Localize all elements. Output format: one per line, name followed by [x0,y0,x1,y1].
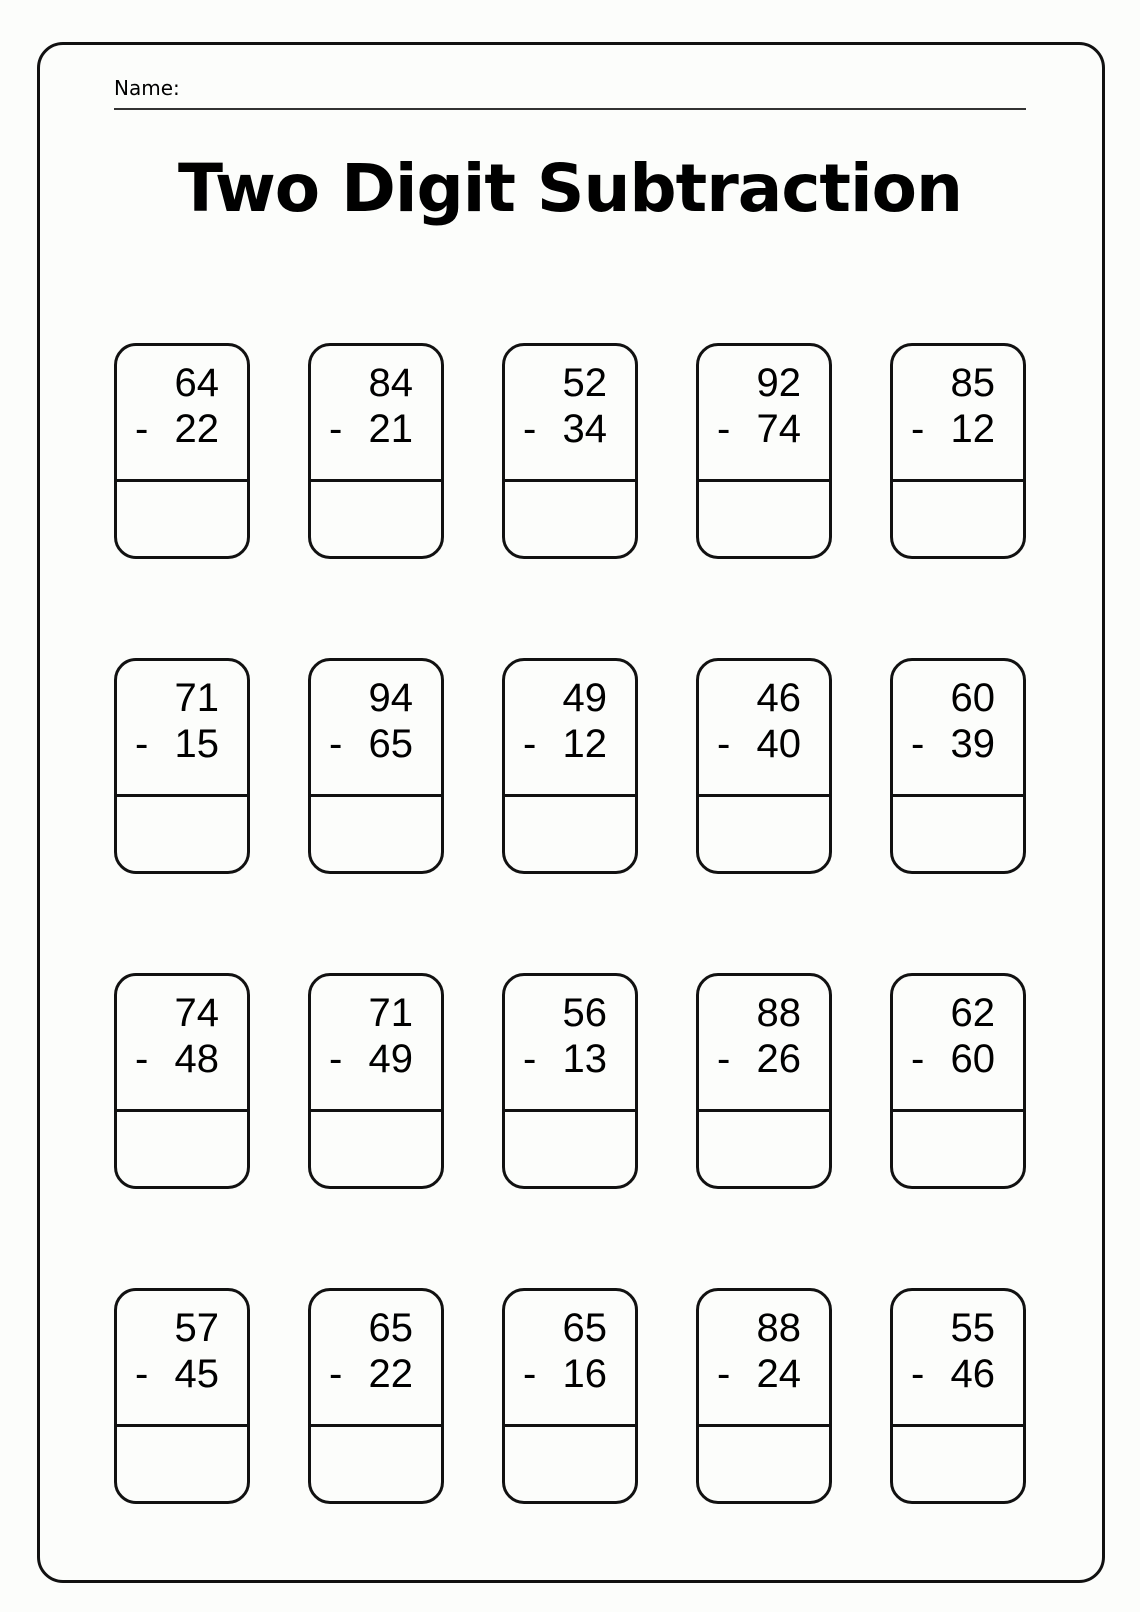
subtrahend: 60 [950,1037,995,1081]
minuend: 85 [950,361,995,405]
answer-box[interactable] [699,1427,829,1501]
subtrahend: 21 [368,407,413,451]
name-input-line[interactable] [114,108,1026,110]
problem-card [502,973,638,1189]
minuend: 52 [562,361,607,405]
minus-sign: - [135,722,149,766]
answer-box[interactable] [699,482,829,556]
subtrahend: 48 [174,1037,219,1081]
minus-sign: - [911,1037,925,1081]
answer-box[interactable] [311,1112,441,1186]
minus-sign: - [717,1037,731,1081]
answer-box[interactable] [311,1427,441,1501]
minus-sign: - [523,1037,537,1081]
minuend: 65 [368,1306,413,1350]
minus-sign: - [717,1352,731,1396]
subtrahend: 15 [174,722,219,766]
minuend: 56 [562,991,607,1035]
subtrahend: 12 [950,407,995,451]
minus-sign: - [135,1037,149,1081]
problem-card [502,1288,638,1504]
problem-card [308,973,444,1189]
minuend: 60 [950,676,995,720]
minuend: 49 [562,676,607,720]
problem-card [308,658,444,874]
problem-card [696,658,832,874]
answer-box[interactable] [311,797,441,871]
minus-sign: - [329,722,343,766]
answer-box[interactable] [893,1427,1023,1501]
minuend: 94 [368,676,413,720]
minuend: 55 [950,1306,995,1350]
minuend: 57 [174,1306,219,1350]
subtrahend: 22 [174,407,219,451]
minuend: 88 [756,991,801,1035]
answer-box[interactable] [893,1112,1023,1186]
answer-box[interactable] [505,1112,635,1186]
subtrahend: 65 [368,722,413,766]
answer-box[interactable] [505,1427,635,1501]
answer-box[interactable] [117,797,247,871]
subtrahend: 16 [562,1352,607,1396]
problem-card [696,1288,832,1504]
answer-box[interactable] [311,482,441,556]
problem-card [890,343,1026,559]
problem-card [502,658,638,874]
answer-box[interactable] [893,482,1023,556]
subtrahend: 26 [756,1037,801,1081]
answer-box[interactable] [505,482,635,556]
problem-card [502,343,638,559]
problem-card [696,973,832,1189]
subtrahend: 12 [562,722,607,766]
minuend: 64 [174,361,219,405]
minuend: 71 [174,676,219,720]
minus-sign: - [911,722,925,766]
minuend: 74 [174,991,219,1035]
subtrahend: 13 [562,1037,607,1081]
subtrahend: 46 [950,1352,995,1396]
minuend: 71 [368,991,413,1035]
minuend: 65 [562,1306,607,1350]
problem-card [308,343,444,559]
minus-sign: - [329,407,343,451]
problem-card [696,343,832,559]
answer-box[interactable] [117,482,247,556]
minuend: 88 [756,1306,801,1350]
subtrahend: 49 [368,1037,413,1081]
minus-sign: - [523,1352,537,1396]
subtrahend: 24 [756,1352,801,1396]
minus-sign: - [329,1037,343,1081]
problem-card [114,1288,250,1504]
subtrahend: 74 [756,407,801,451]
answer-box[interactable] [699,1112,829,1186]
minus-sign: - [135,407,149,451]
worksheet-title: Two Digit Subtraction [178,150,962,227]
minuend: 46 [756,676,801,720]
subtrahend: 22 [368,1352,413,1396]
minus-sign: - [717,407,731,451]
answer-box[interactable] [117,1112,247,1186]
minus-sign: - [911,407,925,451]
problem-card [308,1288,444,1504]
minus-sign: - [911,1352,925,1396]
minuend: 92 [756,361,801,405]
subtrahend: 45 [174,1352,219,1396]
problem-card [890,1288,1026,1504]
answer-box[interactable] [699,797,829,871]
subtrahend: 39 [950,722,995,766]
problem-card [114,658,250,874]
answer-box[interactable] [505,797,635,871]
name-label: Name: [114,76,180,100]
minus-sign: - [135,1352,149,1396]
problem-card [890,973,1026,1189]
subtrahend: 40 [756,722,801,766]
minus-sign: - [523,407,537,451]
problem-card [114,973,250,1189]
answer-box[interactable] [117,1427,247,1501]
subtrahend: 34 [562,407,607,451]
minus-sign: - [329,1352,343,1396]
minuend: 84 [368,361,413,405]
problem-card [114,343,250,559]
minuend: 62 [950,991,995,1035]
minus-sign: - [717,722,731,766]
problem-card [890,658,1026,874]
answer-box[interactable] [893,797,1023,871]
minus-sign: - [523,722,537,766]
problem-grid [114,343,1026,1504]
